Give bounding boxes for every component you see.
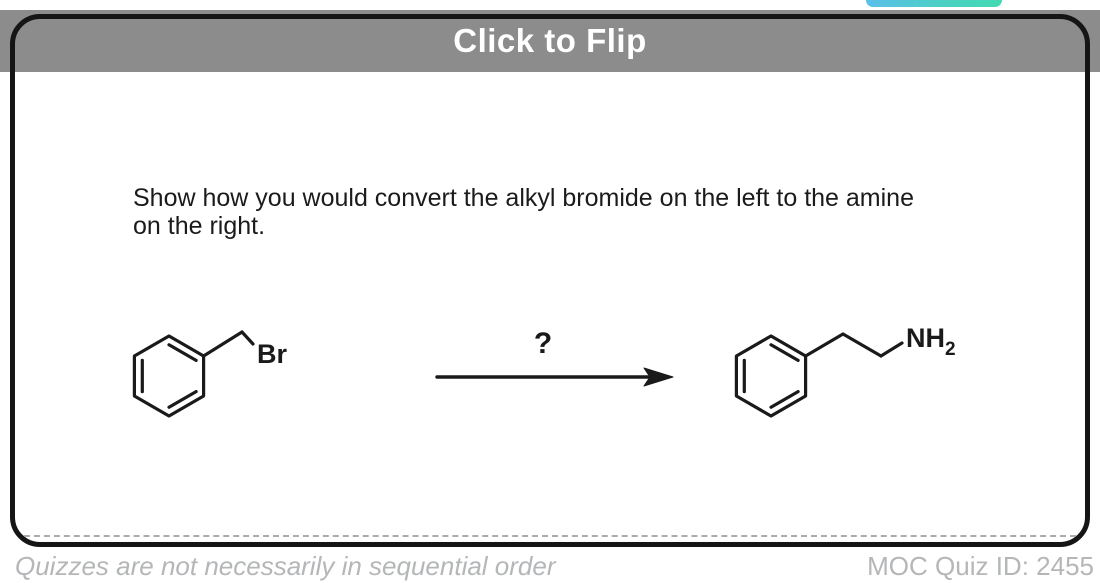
footer-note: Quizzes are not necessarily in sequential order <box>15 551 556 581</box>
quiz-id: MOC Quiz ID: 2455 <box>867 551 1094 581</box>
question-line-2: on the right. <box>133 212 266 240</box>
br-label: Br <box>257 339 288 369</box>
question-text <box>133 184 1003 240</box>
quiz-card[interactable] <box>10 14 1090 547</box>
bottom-dashed-line <box>24 535 1076 537</box>
subscript-2: 2 <box>945 339 956 360</box>
nh-text: NH <box>906 323 945 353</box>
question-line-1: Show how you would convert the alkyl bromide on the left to the amine <box>133 184 914 212</box>
card-title: Click to Flip <box>453 22 647 59</box>
flip-button-peek[interactable] <box>866 0 1002 7</box>
question-mark-label: ? <box>533 327 553 360</box>
